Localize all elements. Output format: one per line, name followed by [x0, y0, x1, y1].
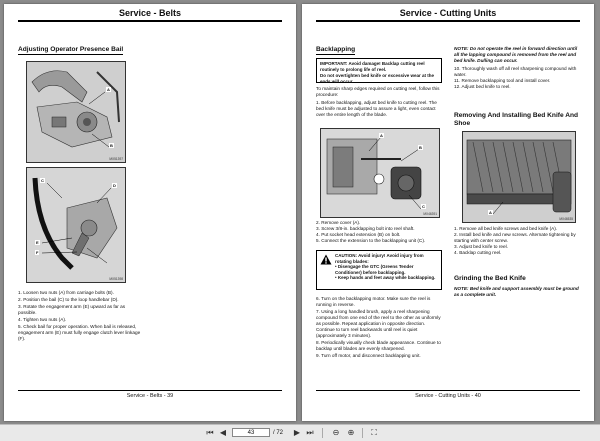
- step: 3. Adjust bed knife to reel.: [454, 244, 508, 249]
- figure-id: MX51398: [109, 277, 123, 281]
- figure-id: MX46391: [423, 212, 437, 216]
- step: 4. Put socket head extension (B) on bolt.: [316, 232, 401, 237]
- figure-presence-bail-bottom: [26, 167, 126, 283]
- zoom-in-icon[interactable]: ⊕: [347, 428, 355, 437]
- zoom-out-icon[interactable]: ⊖: [332, 428, 340, 437]
- next-page-icon[interactable]: ▶: [293, 428, 301, 437]
- section-title-backlapping: Backlapping: [316, 46, 356, 53]
- section-title-grinding: Grinding the Bed Knife: [454, 275, 526, 282]
- caution-item: • Disengage the GTC (Greens Tender Conditioner) before backlapping.: [335, 264, 414, 275]
- previous-page-icon[interactable]: ◀: [219, 428, 227, 437]
- step: 12. Adjust bed knife to reel.: [454, 84, 511, 89]
- backlap-steps-3: [316, 296, 442, 359]
- grinding-note: NOTE: Bed knife and support assembly must be ground as a complete unit.: [454, 286, 579, 297]
- backlap-steps-2: [316, 220, 442, 244]
- step: 2. Remove cover (A).: [316, 220, 361, 225]
- step: 1. Remove all bed knife screws and bed knife (A).: [454, 226, 558, 231]
- right-page: [302, 4, 594, 421]
- step: 4. Backlap cutting reel.: [454, 250, 502, 255]
- figure-bed-knife: [462, 131, 576, 223]
- warning-triangle-icon: [320, 254, 332, 265]
- footer-rule: [18, 390, 282, 391]
- callout-f: F: [36, 250, 39, 255]
- callout-d: D: [113, 183, 116, 188]
- first-page-icon[interactable]: ⏮: [206, 428, 214, 437]
- step: 10. Thoroughly wash off all reel sharpening compound with water.: [454, 66, 577, 77]
- figure-id: MX51397: [109, 157, 123, 161]
- page-total: / 72: [273, 430, 284, 436]
- callout-a: A: [380, 133, 383, 138]
- left-page-footer: Service - Belts - 39: [126, 393, 174, 399]
- last-page-icon[interactable]: ⏭: [306, 428, 314, 437]
- important-text: IMPORTANT: Avoid damage! Backlap cutting reel routinely to prolong life of reel.: [320, 61, 425, 72]
- left-page-header: Service - Belts: [118, 8, 182, 18]
- header-rule: [18, 20, 282, 22]
- step: 6. Turn on the backlapping motor. Make sure the reel is running in reverse.: [316, 296, 431, 307]
- note: NOTE: Do not operate the reel in forward direction until all the lapping compound is removed from the reel and bed knife. Dulling can occur.: [454, 46, 578, 63]
- step: 5. Check bail for proper operation. When bail is released, engagement arm (E) must fully engage clutch lever linkage (F).: [18, 324, 141, 341]
- right-page-header: Service - Cutting Units: [399, 8, 497, 18]
- callout-e: E: [36, 240, 39, 245]
- page-number-input[interactable]: 43: [232, 428, 270, 437]
- caution-notice: [316, 250, 442, 290]
- viewer-toolbar: [0, 424, 600, 441]
- caution-item: • Keep hands and feet away while backlapping.: [335, 275, 436, 281]
- fullscreen-icon[interactable]: ⛶: [371, 428, 377, 437]
- step: 8. Periodically visually check blade appearance. Continue to backlap until blades are evenly sharpened.: [316, 340, 441, 351]
- important-text-2: Do not overtighten bed knife or excessive wear at the ends will occur.: [320, 73, 435, 84]
- section-title-bed-knife: Removing And Installing Bed Knife And Shoe: [454, 112, 579, 127]
- important-notice: [316, 58, 442, 83]
- cutting-reel-illustration: [463, 132, 575, 222]
- caution-content: [335, 253, 438, 281]
- step: 3. Screw 3/8-in. backlapping bolt into reel shaft.: [316, 226, 415, 231]
- step: 11. Remove backlapping tool and install cover.: [454, 78, 551, 83]
- backlap-intro-block: [316, 86, 442, 118]
- figure-presence-bail-top: [26, 61, 126, 163]
- section-title-presence-bail: Adjusting Operator Presence Bail: [18, 46, 124, 53]
- toolbar-divider: [322, 428, 323, 438]
- left-steps: [18, 290, 144, 342]
- step: 2. Position the bail (C) to the loop handlebar (D).: [18, 297, 119, 302]
- step: 4. Tighten two nuts (A).: [18, 317, 67, 322]
- left-page: [4, 4, 296, 421]
- bail-linkage-illustration: [27, 168, 125, 282]
- callout-a: A: [489, 210, 492, 215]
- callout-b: B: [110, 143, 113, 148]
- step: 9. Turn off motor, and disconnect backlapping unit.: [316, 353, 421, 358]
- step: 7. Using a long handled brush, apply a reel sharpening compound from one end of the reel to the other as uniformly as possible. Repeat application in opposite direction. Continue to turn reel backwards until reel is quiet (approximately 3 minutes).: [316, 309, 441, 338]
- callout-c: C: [41, 178, 44, 183]
- footer-rule: [316, 390, 580, 391]
- header-rule: [316, 20, 580, 22]
- intro-text: To maintain sharp edges required on cutting reel, follow this procedure:: [316, 86, 440, 97]
- step: 2. Install bed knife and new screws. Alternate tightening by starting with center screw.: [454, 232, 576, 243]
- caution-title: CAUTION: Avoid injury! Avoid injury from rotating blades:: [335, 253, 424, 264]
- callout-c: C: [422, 204, 425, 209]
- step: 1. Loosen two nuts (A) from carriage bolts (B).: [18, 290, 114, 295]
- bed-knife-steps: [454, 226, 582, 256]
- callout-b: B: [419, 145, 422, 150]
- step: 1. Before backlapping, adjust bed knife to cutting reel. The bed knife must be adjusted to assure a light, even contact over the entire length of the blade.: [316, 100, 437, 117]
- callout-a: A: [107, 87, 110, 92]
- figure-id: MX46535: [559, 217, 573, 221]
- caution-row: [320, 253, 438, 281]
- step: 3. Rotate the engagement arm (E) upward as far as possible.: [18, 304, 126, 315]
- toolbar-divider: [362, 428, 363, 438]
- step: 5. Connect the extension to the backlapping unit (C).: [316, 238, 426, 243]
- figure-backlapping-unit: [320, 128, 440, 218]
- backlap-continued: [454, 46, 582, 90]
- right-page-footer: Service - Cutting Units - 40: [415, 393, 481, 399]
